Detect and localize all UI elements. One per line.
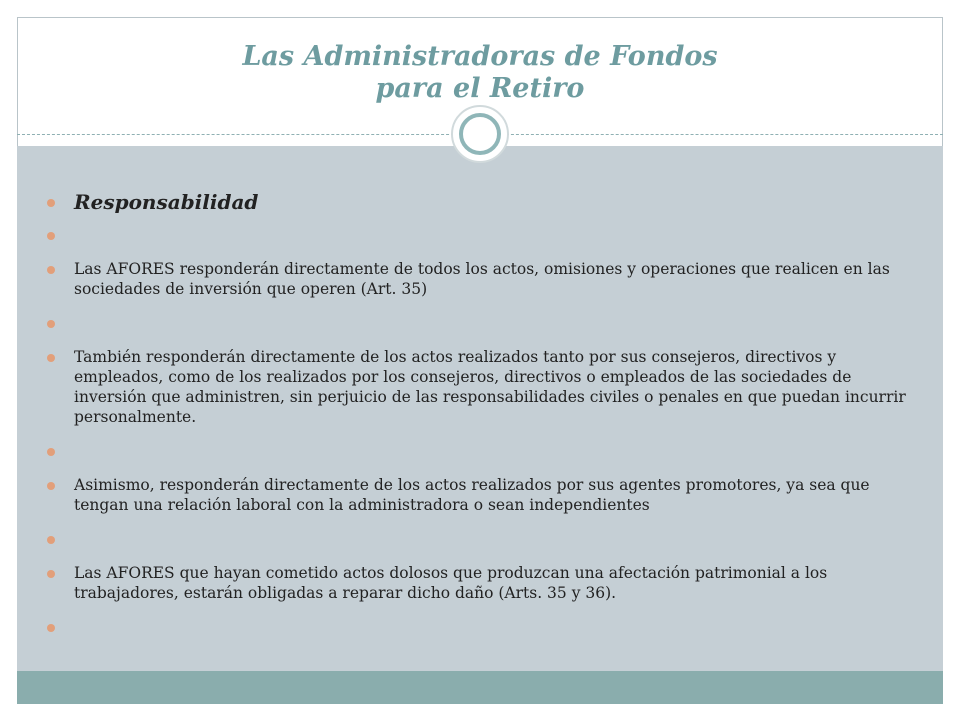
bullet-empty <box>45 529 915 549</box>
bullet-item: También responderán directamente de los actos realizados tanto por sus consejeros, directivos y empleados, como de los realizados por los consejeros, directivos o empleados de las sociedades de inversión que administren, sin perjuicio de las responsabilidades civiles o penales en que puedan incurrir personalmente. <box>45 347 915 427</box>
footer-bar <box>17 671 943 704</box>
bullet-heading: Responsabilidad <box>45 190 915 214</box>
circle-ornament-icon <box>451 105 509 163</box>
slide-title-line-2: para el Retiro <box>375 73 585 104</box>
bullet-empty <box>45 313 915 333</box>
bullet-item: Las AFORES responderán directamente de todos los actos, omisiones y operaciones que realicen en las sociedades de inversión que operen (Art. 35) <box>45 259 915 299</box>
bullet-empty <box>45 441 915 461</box>
slide-title <box>17 41 943 105</box>
bullet-empty <box>45 225 915 245</box>
bullet-list <box>45 190 915 651</box>
slide-title-line-1: Las Administradoras de Fondos <box>242 41 718 72</box>
bullet-item: Las AFORES que hayan cometido actos dolosos que produzcan una afectación patrimonial a los trabajadores, estarán obligadas a reparar dicho daño (Arts. 35 y 36). <box>45 563 915 603</box>
bullet-empty <box>45 617 915 637</box>
bullet-item: Asimismo, responderán directamente de los actos realizados por sus agentes promotores, ya sea que tengan una relación laboral con la administradora o sean independientes <box>45 475 915 515</box>
